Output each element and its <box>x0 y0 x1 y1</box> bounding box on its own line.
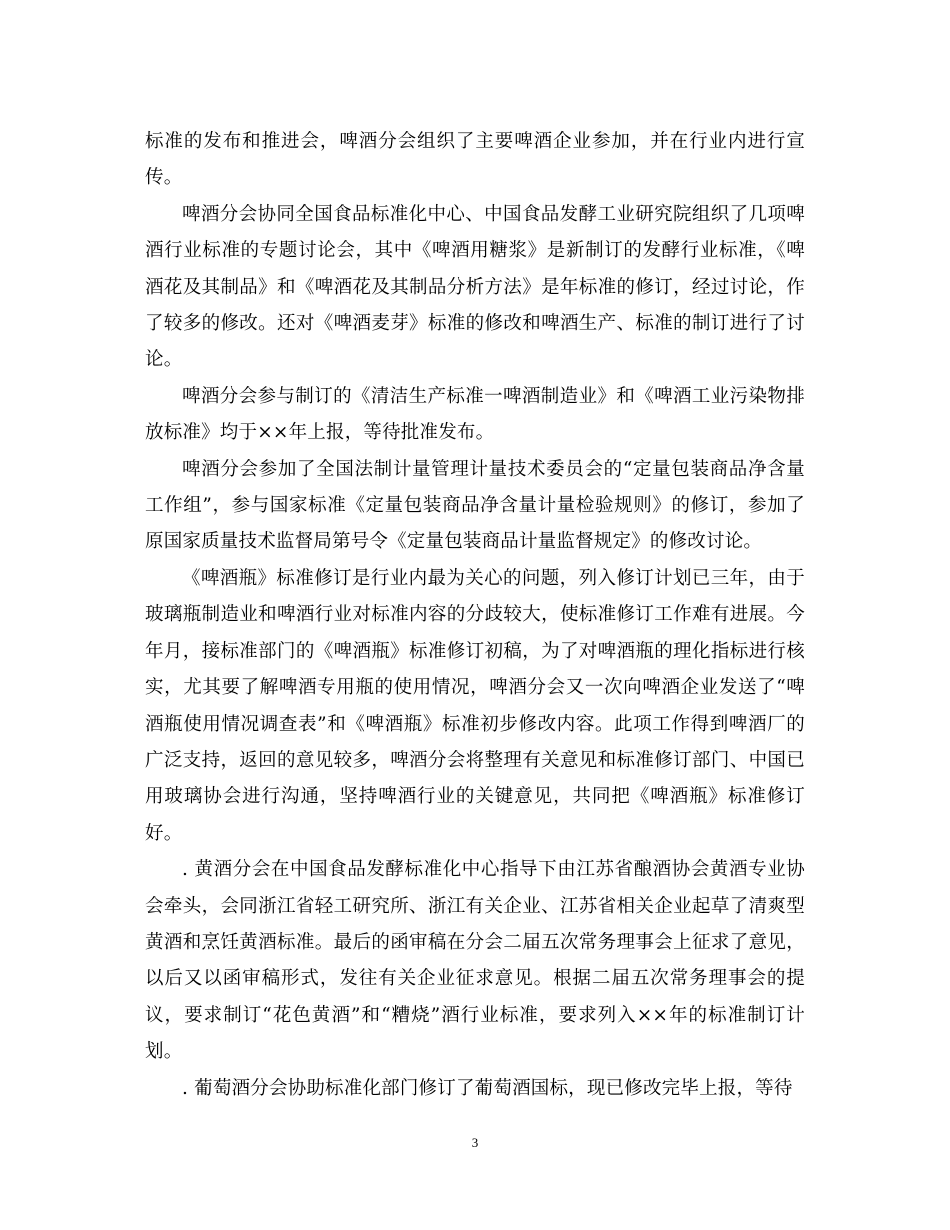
document-body <box>145 124 805 1107</box>
paragraph-beer-bottle-standard: 《啤酒瓶》标准修订是行业内最为关心的问题，列入修订计划已三年，由于玻璃瓶制造业和啤酒行业对标准内容的分歧较大，使标准修订工作难有进展。今年月，接标准部门的《啤酒瓶》标准修订初稿，为了对啤酒瓶的理化指标进行核实，尤其要了解啤酒专用瓶的使用情况，啤酒分会又一次向啤酒企业发送了“啤酒瓶使用情况调查表”和《啤酒瓶》标准初步修改内容。此项工作得到啤酒厂的广泛支持，返回的意见较多，啤酒分会将整理有关意见和标准修订部门、中国已用玻璃协会进行沟通，坚持啤酒行业的关键意见，共同把《啤酒瓶》标准修订好。 <box>145 567 805 844</box>
paragraph-continuation: 标准的发布和推进会，啤酒分会组织了主要啤酒企业参加，并在行业内进行宣传。 <box>145 131 805 189</box>
paragraph-metrology-committee: 啤酒分会参加了全国法制计量管理计量技术委员会的“定量包装商品净含量工作组”，参与国家标准《定量包装商品净含量计量检验规则》的修订，参加了原国家质量技术监督局第号令《定量包装商品计量监督规定》的修改讨论。 <box>145 458 805 553</box>
paragraph-beer-standards-seminar: 啤酒分会协同全国食品标准化中心、中国食品发酵工业研究院组织了几项啤酒行业标准的专题讨论会，其中《啤酒用糖浆》是新制订的发酵行业标准，《啤酒花及其制品》和《啤酒花及其制品分析方法》是年标准的修订，经过讨论，作了较多的修改。还对《啤酒麦芽》标准的修改和啤酒生产、标准的制订进行了讨论。 <box>145 203 805 371</box>
paragraph-grape-wine-branch: . 葡萄酒分会协助标准化部门修订了葡萄酒国标，现已修改完毕上报，等待 <box>182 1077 793 1099</box>
paragraph-yellow-wine-branch: . 黄酒分会在中国食品发酵标准化中心指导下由江苏省酿酒协会黄酒专业协会牵头，会同浙江省轻工研究所、浙江有关企业、江苏省相关企业起草了清爽型黄酒和烹饪黄酒标准。最后的函审稿在分会二届五次常务理事会上征求了意见，以后又以函审稿形式，发往有关企业征求意见。根据二届五次常务理事会的提议，要求制订“花色黄酒”和“糟烧”酒行业标准，要求列入××年的标准制订计划。 <box>145 859 805 1063</box>
page-number: 3 <box>471 1135 479 1150</box>
paragraph-clean-production-standard: 啤酒分会参与制订的《清洁生产标准一啤酒制造业》和《啤酒工业污染物排放标准》均于××年上报，等待批准发布。 <box>145 385 805 444</box>
